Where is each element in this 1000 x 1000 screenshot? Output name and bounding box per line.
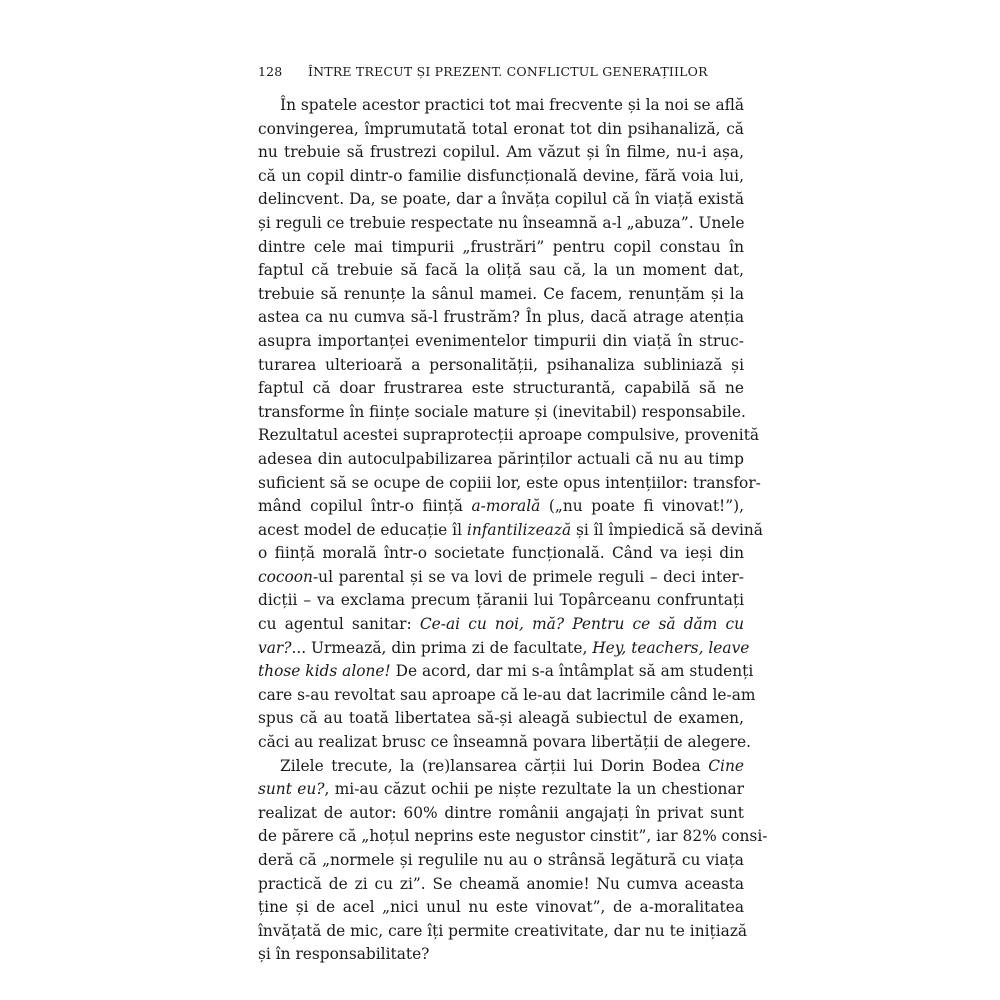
text-line: [258, 755, 744, 779]
text-run: („nu poate fi vinovat!”),: [540, 497, 745, 516]
text-line: [258, 141, 744, 165]
text-run: care s-au revoltat sau aproape că le-au dat lacrimile când le-am: [258, 685, 756, 704]
text-run: realizat de autor: 60% dintre românii angajați în privat sunt: [258, 803, 744, 822]
text-line: [258, 94, 744, 118]
text-run: ... Urmează, din prima zi de facultate,: [291, 638, 593, 657]
text-run: În spatele acestor practici tot mai frecvente și la noi se află: [280, 96, 745, 114]
text-line: [258, 259, 744, 283]
text-run: adesea din autoculpabilizarea părinților actuali că nu au timp: [258, 449, 744, 468]
text-line: [258, 731, 752, 755]
body-text: [258, 94, 768, 967]
text-run: că un copil dintr-o familie disfuncțională devine, fără voia lui,: [258, 166, 744, 185]
text-run: De acord, dar mi s-a întâmplat să am studenți: [390, 662, 754, 681]
text-run: și îl împiedică să devină: [571, 520, 763, 539]
text-line: [258, 165, 744, 189]
text-line: [258, 330, 744, 354]
text-line: [258, 283, 744, 307]
text-line: [258, 920, 748, 944]
text-line: [258, 825, 768, 849]
italic-phrase: sunt eu?: [258, 780, 325, 799]
text-line: [258, 873, 744, 897]
text-run: ține și de acel „nici unul nu este vinovat”, de a-moralitatea: [258, 898, 744, 917]
text-line: [258, 637, 750, 661]
italic-phrase: Cine: [708, 756, 744, 775]
text-run: , mi-au căzut ochii pe niște rezultate la un chestionar: [324, 780, 744, 799]
text-line: [258, 802, 744, 826]
text-run: trebuie să renunțe la sânul mamei. Ce facem, renunțăm și la: [258, 284, 744, 303]
text-run: Zilele trecute, la (re)lansarea cărții lui Dorin Bodea: [280, 756, 709, 775]
running-head: [258, 58, 744, 84]
italic-phrase: var?: [258, 638, 292, 657]
text-line: [258, 943, 744, 967]
text-run: -ul parental și se va lovi de primele reguli – deci inter-: [312, 567, 744, 586]
text-line: [258, 613, 744, 637]
text-run: deră că „normele și regulile nu au o strânsă legătură cu viața: [258, 851, 744, 869]
paragraph: [258, 94, 763, 755]
text-line: [258, 306, 744, 330]
text-line: [258, 849, 744, 873]
italic-phrase: a-morală: [471, 497, 541, 516]
italic-phrase: Ce-ai cu noi, mă? Pentru ce să dăm cu: [419, 615, 744, 634]
text-line: [258, 424, 760, 448]
running-head-title: ÎNTRE TRECUT ȘI PREZENT. CONFLICTUL GENERAȚIILOR: [308, 64, 708, 79]
text-run: transforme în ființe sociale mature și (inevitabil) responsabile.: [258, 402, 746, 421]
text-run: o ființă morală într-o societate funcțională. Când va ieși din: [258, 544, 744, 563]
text-line: [258, 519, 763, 543]
text-line: [258, 401, 744, 425]
italic-phrase: cocoon: [258, 567, 313, 586]
text-line: [258, 236, 744, 260]
text-run: de părere că „hoțul neprins este negustor cinstit”, iar 82% consi-: [258, 827, 768, 846]
text-line: [258, 354, 744, 378]
text-line: [258, 778, 744, 802]
text-run: mând copilul într-o ființă: [258, 497, 472, 516]
page-number: 128: [258, 64, 283, 79]
text-line: [258, 566, 744, 590]
text-line: [258, 896, 744, 920]
text-run: și reguli ce trebuie respectate nu înseamnă a-l „abuza”. Unele: [258, 213, 745, 232]
text-run: dicții – va exclama precum țăranii lui Topârceanu confruntați: [258, 591, 744, 610]
book-page: [258, 58, 768, 967]
text-run: nu trebuie să frustrezi copilul. Am văzut și în filme, nu-i așa,: [258, 143, 744, 162]
italic-phrase: those kids alone!: [258, 662, 391, 681]
text-run: delincvent. Da, se poate, dar a învăța copilul că în viață există: [258, 190, 744, 209]
italic-phrase: infantilizează: [466, 520, 572, 539]
text-run: acest model de educație îl: [258, 520, 467, 539]
text-line: [258, 188, 744, 212]
text-line: [258, 212, 744, 236]
text-line: [258, 118, 744, 142]
paragraph: [258, 755, 768, 967]
text-run: spus că au toată libertatea să-și aleagă subiectul de examen,: [258, 709, 744, 728]
text-line: [258, 472, 761, 496]
text-run: căci au realizat brusc ce înseamnă povara libertății de alegere.: [258, 733, 752, 752]
text-run: asupra importanței evenimentelor timpurii din viață în struc-: [258, 331, 744, 350]
text-run: și în responsabilitate?: [258, 945, 430, 964]
text-line: [258, 589, 744, 613]
text-run: suficient să se ocupe de copiii lor, este opus intențiilor: transfor-: [258, 473, 761, 492]
text-line: [258, 660, 754, 684]
text-line: [258, 542, 744, 566]
text-run: cu agentul sanitar:: [258, 615, 420, 634]
text-run: Rezultatul acestei supraprotecții aproape compulsive, provenită: [258, 426, 760, 445]
text-line: [258, 684, 756, 708]
text-line: [258, 495, 744, 519]
text-run: practică de zi cu zi”. Se cheamă anomie! Nu cumva aceasta: [258, 874, 744, 893]
italic-phrase: Hey, teachers, leave: [592, 638, 750, 657]
text-run: faptul că doar frustrarea este structurantă, capabilă să ne: [258, 379, 744, 398]
text-run: faptul că trebuie să facă la oliță sau că, la un moment dat,: [258, 261, 744, 280]
text-run: învățată de mic, care îți permite creativitate, dar nu te inițiază: [258, 921, 748, 940]
text-run: astea ca nu cumva să-l frustrăm? În plus, dacă atrage atenția: [258, 308, 744, 327]
text-run: convingerea, împrumutată total eronat tot din psihanaliză, că: [258, 119, 744, 138]
text-run: dintre cele mai timpurii „frustrări” pentru copil constau în: [258, 237, 744, 256]
text-line: [258, 448, 744, 472]
text-run: turarea ulterioară a personalității, psihanaliza subliniază și: [258, 355, 744, 374]
text-line: [258, 377, 744, 401]
text-line: [258, 707, 744, 731]
